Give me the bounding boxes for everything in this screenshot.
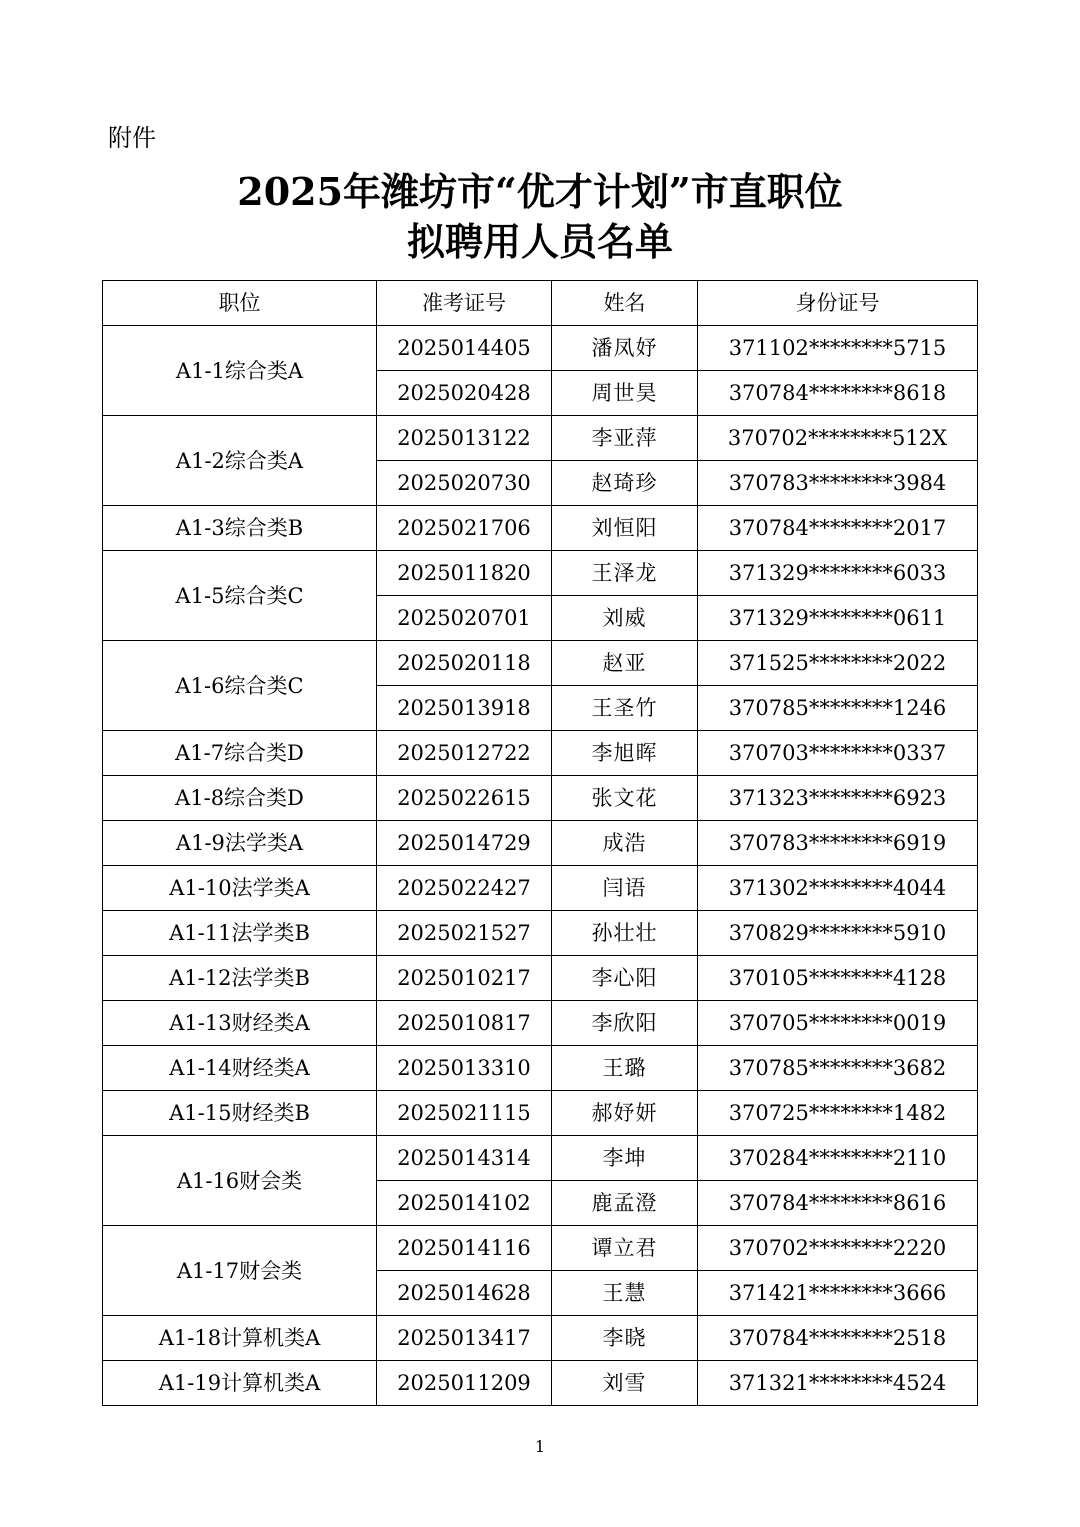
table-row [103, 641, 978, 686]
exam-no-cell: 2025011209 [377, 1361, 552, 1406]
name-cell: 鹿孟澄 [552, 1181, 698, 1226]
exam-no-cell: 2025013122 [377, 416, 552, 461]
name-cell: 王泽龙 [552, 551, 698, 596]
name-cell: 刘恒阳 [552, 506, 698, 551]
exam-no-cell: 2025020730 [377, 461, 552, 506]
exam-no-cell: 2025014405 [377, 326, 552, 371]
id-no-cell: 370784********2518 [698, 1316, 978, 1361]
position-cell: A1-3综合类B [103, 506, 377, 551]
exam-no-cell: 2025021706 [377, 506, 552, 551]
id-no-cell: 370785********3682 [698, 1046, 978, 1091]
position-cell: A1-5综合类C [103, 551, 377, 641]
position-cell: A1-17财会类 [103, 1226, 377, 1316]
position-cell: A1-11法学类B [103, 911, 377, 956]
name-cell: 赵亚 [552, 641, 698, 686]
candidate-table [102, 280, 978, 1406]
position-cell: A1-9法学类A [103, 821, 377, 866]
exam-no-cell: 2025014116 [377, 1226, 552, 1271]
table-row [103, 1361, 978, 1406]
name-cell: 王慧 [552, 1271, 698, 1316]
id-no-cell: 370703********0337 [698, 731, 978, 776]
name-cell: 李晓 [552, 1316, 698, 1361]
name-cell: 赵琦珍 [552, 461, 698, 506]
position-cell: A1-18计算机类A [103, 1316, 377, 1361]
id-no-cell: 370783********6919 [698, 821, 978, 866]
exam-no-cell: 2025013918 [377, 686, 552, 731]
id-no-cell: 371525********2022 [698, 641, 978, 686]
name-cell: 周世昊 [552, 371, 698, 416]
position-cell: A1-10法学类A [103, 866, 377, 911]
name-cell: 孙壮壮 [552, 911, 698, 956]
table-row [103, 1091, 978, 1136]
id-no-cell: 370725********1482 [698, 1091, 978, 1136]
name-cell: 王璐 [552, 1046, 698, 1091]
table-row [103, 821, 978, 866]
id-no-cell: 370829********5910 [698, 911, 978, 956]
position-cell: A1-7综合类D [103, 731, 377, 776]
attachment-label: 附件 [108, 124, 156, 152]
exam-no-cell: 2025010817 [377, 1001, 552, 1046]
exam-no-cell: 2025020701 [377, 596, 552, 641]
table-row [103, 776, 978, 821]
id-no-cell: 370105********4128 [698, 956, 978, 1001]
header-exam-no: 准考证号 [377, 281, 552, 326]
name-cell: 谭立君 [552, 1226, 698, 1271]
table-row [103, 911, 978, 956]
exam-no-cell: 2025021527 [377, 911, 552, 956]
id-no-cell: 371329********6033 [698, 551, 978, 596]
position-cell: A1-13财经类A [103, 1001, 377, 1046]
header-name: 姓名 [552, 281, 698, 326]
id-no-cell: 371329********0611 [698, 596, 978, 641]
header-id-no: 身份证号 [698, 281, 978, 326]
table-row [103, 326, 978, 371]
table-row [103, 1136, 978, 1181]
id-no-cell: 371421********3666 [698, 1271, 978, 1316]
id-no-cell: 370785********1246 [698, 686, 978, 731]
id-no-cell: 371302********4044 [698, 866, 978, 911]
table-row [103, 866, 978, 911]
exam-no-cell: 2025020428 [377, 371, 552, 416]
id-no-cell: 370784********2017 [698, 506, 978, 551]
position-cell: A1-14财经类A [103, 1046, 377, 1091]
position-cell: A1-8综合类D [103, 776, 377, 821]
exam-no-cell: 2025022615 [377, 776, 552, 821]
name-cell: 李心阳 [552, 956, 698, 1001]
page-number: 1 [534, 1437, 546, 1456]
id-no-cell: 370705********0019 [698, 1001, 978, 1046]
position-cell: A1-6综合类C [103, 641, 377, 731]
position-cell: A1-12法学类B [103, 956, 377, 1001]
table-body [103, 326, 978, 1406]
exam-no-cell: 2025014729 [377, 821, 552, 866]
table-row [103, 416, 978, 461]
table-row [103, 1226, 978, 1271]
id-no-cell: 371321********4524 [698, 1361, 978, 1406]
name-cell: 刘威 [552, 596, 698, 641]
name-cell: 王圣竹 [552, 686, 698, 731]
id-no-cell: 370284********2110 [698, 1136, 978, 1181]
table-row [103, 551, 978, 596]
name-cell: 张文花 [552, 776, 698, 821]
name-cell: 成浩 [552, 821, 698, 866]
position-cell: A1-15财经类B [103, 1091, 377, 1136]
exam-no-cell: 2025021115 [377, 1091, 552, 1136]
id-no-cell: 370702********512X [698, 416, 978, 461]
id-no-cell: 370784********8618 [698, 371, 978, 416]
exam-no-cell: 2025013310 [377, 1046, 552, 1091]
header-position: 职位 [103, 281, 377, 326]
id-no-cell: 371102********5715 [698, 326, 978, 371]
name-cell: 闫语 [552, 866, 698, 911]
table-row [103, 956, 978, 1001]
document-title: 2025年潍坊市“优才计划”市直职位 [237, 169, 843, 214]
exam-no-cell: 2025011820 [377, 551, 552, 596]
name-cell: 李欣阳 [552, 1001, 698, 1046]
table-row [103, 506, 978, 551]
table-row [103, 731, 978, 776]
name-cell: 潘凤妤 [552, 326, 698, 371]
document-subtitle: 拟聘用人员名单 [406, 219, 673, 264]
id-no-cell: 370783********3984 [698, 461, 978, 506]
name-cell: 郝妤妍 [552, 1091, 698, 1136]
name-cell: 李旭晖 [552, 731, 698, 776]
name-cell: 刘雪 [552, 1361, 698, 1406]
exam-no-cell: 2025014628 [377, 1271, 552, 1316]
exam-no-cell: 2025014102 [377, 1181, 552, 1226]
position-cell: A1-2综合类A [103, 416, 377, 506]
position-cell: A1-16财会类 [103, 1136, 377, 1226]
table-row [103, 1046, 978, 1091]
exam-no-cell: 2025020118 [377, 641, 552, 686]
table-header-row [103, 281, 978, 326]
exam-no-cell: 2025013417 [377, 1316, 552, 1361]
id-no-cell: 370784********8616 [698, 1181, 978, 1226]
table-row [103, 1001, 978, 1046]
id-no-cell: 370702********2220 [698, 1226, 978, 1271]
exam-no-cell: 2025022427 [377, 866, 552, 911]
name-cell: 李亚萍 [552, 416, 698, 461]
id-no-cell: 371323********6923 [698, 776, 978, 821]
position-cell: A1-1综合类A [103, 326, 377, 416]
position-cell: A1-19计算机类A [103, 1361, 377, 1406]
exam-no-cell: 2025010217 [377, 956, 552, 1001]
exam-no-cell: 2025014314 [377, 1136, 552, 1181]
exam-no-cell: 2025012722 [377, 731, 552, 776]
table-row [103, 1316, 978, 1361]
name-cell: 李坤 [552, 1136, 698, 1181]
